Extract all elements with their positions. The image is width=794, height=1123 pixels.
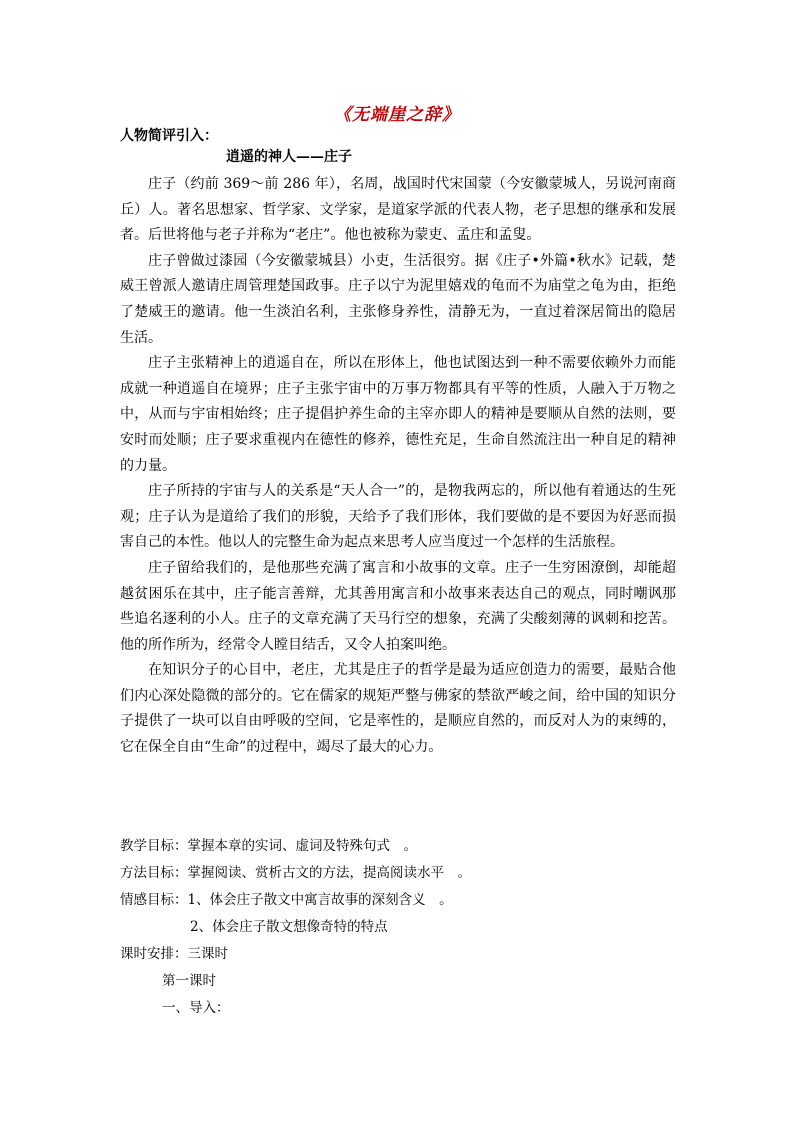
paragraph: 庄子（约前 369～前 286 年），名周，战国时代宋国蒙（今安徽蒙城人，另说河南商丘）人。著名思想家、哲学家、文学家，是道家学派的代表人物，老子思想的继承和发展者。后世将他与老子并称为“老庄”。他也被称为蒙吏、孟庄和孟叟。 [120,176,676,244]
section-subtitle: 逍遥的神人——庄子 [226,149,352,165]
document-title: 《无端崖之辞》 [334,105,460,125]
body-text [120,172,676,761]
emotion-goal-2: 2、体会庄子散文想像奇特的特点 [190,919,388,935]
paragraph: 庄子所持的宇宙与人的关系是“天人合一”的，是物我两忘的，所以他有着通达的生死观；庄子认为是道给了我们的形貌，天给予了我们形体，我们要做的是不要因为好恶而损害自己的本性。他以人的完整生命为起点来思考人应当度过一个怎样的生活旅程。 [120,483,676,551]
emotion-goal-1: 情感目标：1、体会庄子散文中寓言故事的深刻含义 。 [120,892,453,908]
step-heading: 一、导入： [162,1000,230,1016]
lesson-goals [120,833,676,1022]
teaching-goal: 教学目标：掌握本章的实词、虚词及特殊句式 。 [120,838,417,854]
lesson-heading: 第一课时 [162,973,216,989]
paragraph: 庄子曾做过漆园（今安徽蒙城县）小吏，生活很穷。据《庄子•外篇•秋水》记载，楚威王曾派人邀请庄周管理楚国政事。庄子以宁为泥里嬉戏的龟而不为庙堂之龟为由，拒绝了楚威王的邀请。他一生淡泊名利，主张修身养性，清静无为，一直过着深居简出的隐居生活。 [120,252,676,346]
method-goal: 方法目标：掌握阅读、赏析古文的方法，提高阅读水平 。 [120,865,471,881]
paragraph: 庄子主张精神上的逍遥自在，所以在形体上，他也试图达到一种不需要依赖外力而能成就一种逍遥自在境界；庄子主张宇宙中的万事万物都具有平等的性质，人融入于万物之中，从而与宇宙相始终；庄子提倡护养生命的主宰亦即人的精神是要顺从自然的法则，要安时而处顺；庄子要求重视内在德性的修养，德性充足，生命自然流注出一种自足的精神的力量。 [120,355,676,474]
paragraph: 在知识分子的心目中，老庄，尤其是庄子的哲学是最为适应创造力的需要，最贴合他们内心深处隐微的部分的。它在儒家的规矩严整与佛家的禁欲严峻之间，给中国的知识分子提供了一块可以自由呼吸的空间，它是率性的，是顺应自然的，而反对人为的束缚的，它在保全自由“生命”的过程中，竭尽了最大的心力。 [120,662,676,756]
class-schedule: 课时安排：三课时 [120,946,228,962]
intro-label: 人物简评引入： [120,128,218,144]
paragraph: 庄子留给我们的，是他那些充满了寓言和小故事的文章。庄子一生穷困潦倒，却能超越贫困乐在其中，庄子能言善辩，尤其善用寓言和小故事来表达自己的观点，同时嘲讽那些追名逐利的小人。庄子的文章充满了天马行空的想象，充满了尖酸刻薄的讽刺和挖苦。他的所作所为，经常令人瞠目结舌，又令人拍案叫绝。 [120,559,676,653]
